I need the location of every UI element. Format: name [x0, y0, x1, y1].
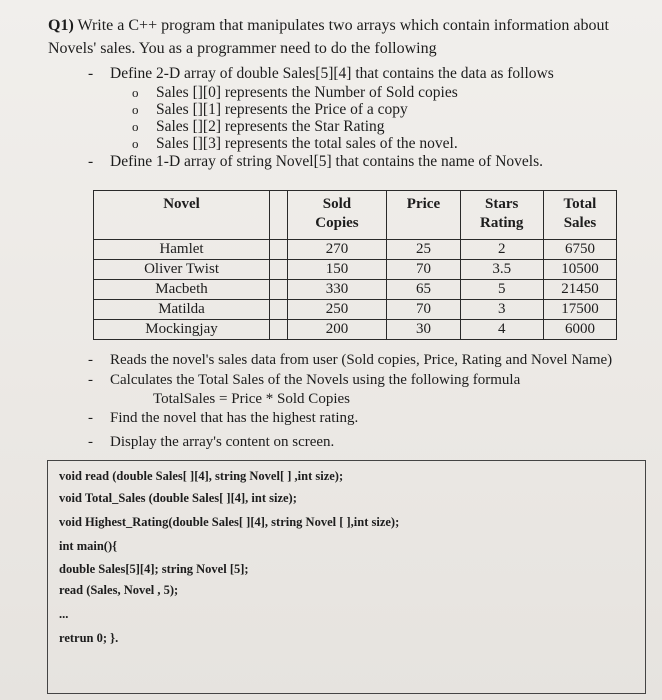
header-stars-rating: Stars Rating [460, 191, 543, 240]
code-line: void read (double Sales[ ][4], string Novel[ ] ,int size); [59, 469, 344, 483]
code-line: int main(){ [59, 539, 118, 553]
circle-bullet-icon: o [132, 136, 139, 151]
circle-bullet-icon: o [132, 119, 139, 134]
dash-bullet: - [88, 410, 93, 426]
code-line: void Highest_Rating(double Sales[ ][4], string Novel [ ],int size); [59, 515, 400, 529]
requirement-item: - Display the array's content on screen. [88, 434, 335, 450]
requirements-list-bottom [88, 350, 648, 452]
header-sold-copies: Sold Copies [287, 191, 387, 240]
header-gap [270, 191, 288, 240]
sub-item: o Sales [][2] represents the Star Rating [132, 118, 385, 135]
question-label: Q1) [48, 17, 74, 34]
circle-bullet-icon: o [132, 102, 139, 117]
sub-item: o Sales [][0] represents the Number of Sold copies [132, 84, 458, 101]
header-novel: Novel [94, 191, 270, 240]
table-row: Oliver Twist 150 70 3.5 10500 [94, 260, 617, 280]
table-row: Matilda 250 70 3 17500 [94, 300, 617, 320]
requirement-item: - Define 1-D array of string Novel[5] that contains the name of Novels. [88, 153, 544, 170]
requirement-item: - Calculates the Total Sales of the Novels using the following formula [88, 372, 521, 388]
header-total-sales: Total Sales [543, 191, 616, 240]
code-line: ... [59, 607, 69, 621]
requirement-item: - Reads the novel's sales data from user (Sold copies, Price, Rating and Novel Name) [88, 352, 613, 368]
table-row: Mockingjay 200 30 4 6000 [94, 320, 617, 340]
circle-bullet-icon: o [132, 85, 139, 100]
dash-bullet: - [88, 434, 93, 450]
question-line-1: Write a C++ program that manipulates two arrays which contain information about [77, 17, 609, 34]
novels-table [93, 190, 617, 340]
question-text [48, 14, 648, 60]
sub-item: o Sales [][3] represents the total sales of the novel. [132, 135, 458, 152]
dash-bullet: - [88, 65, 94, 82]
code-line: retrun 0; }. [59, 631, 119, 645]
code-line: void Total_Sales (double Sales[ ][4], int size); [59, 491, 297, 505]
header-price: Price [387, 191, 460, 240]
code-line: double Sales[5][4]; string Novel [5]; [59, 562, 249, 576]
table-row: Hamlet 270 25 2 6750 [94, 240, 617, 260]
code-box [47, 460, 646, 694]
requirement-item: - Find the novel that has the highest rating. [88, 410, 359, 426]
code-line: read (Sales, Novel , 5); [59, 583, 179, 597]
dash-bullet: - [88, 153, 94, 170]
dash-bullet: - [88, 352, 93, 368]
table-row: Macbeth 330 65 5 21450 [94, 280, 617, 300]
requirement-item: - Define 2-D array of double Sales[5][4] that contains the data as follows [88, 65, 554, 82]
sub-item: o Sales [][1] represents the Price of a copy [132, 101, 408, 118]
table-header-row [94, 191, 617, 240]
requirements-list [88, 64, 648, 172]
total-sales-formula: TotalSales = Price * Sold Copies [153, 391, 350, 407]
question-line-2: Novels' sales. You as a programmer need to do the following [48, 40, 437, 57]
dash-bullet: - [88, 372, 93, 388]
